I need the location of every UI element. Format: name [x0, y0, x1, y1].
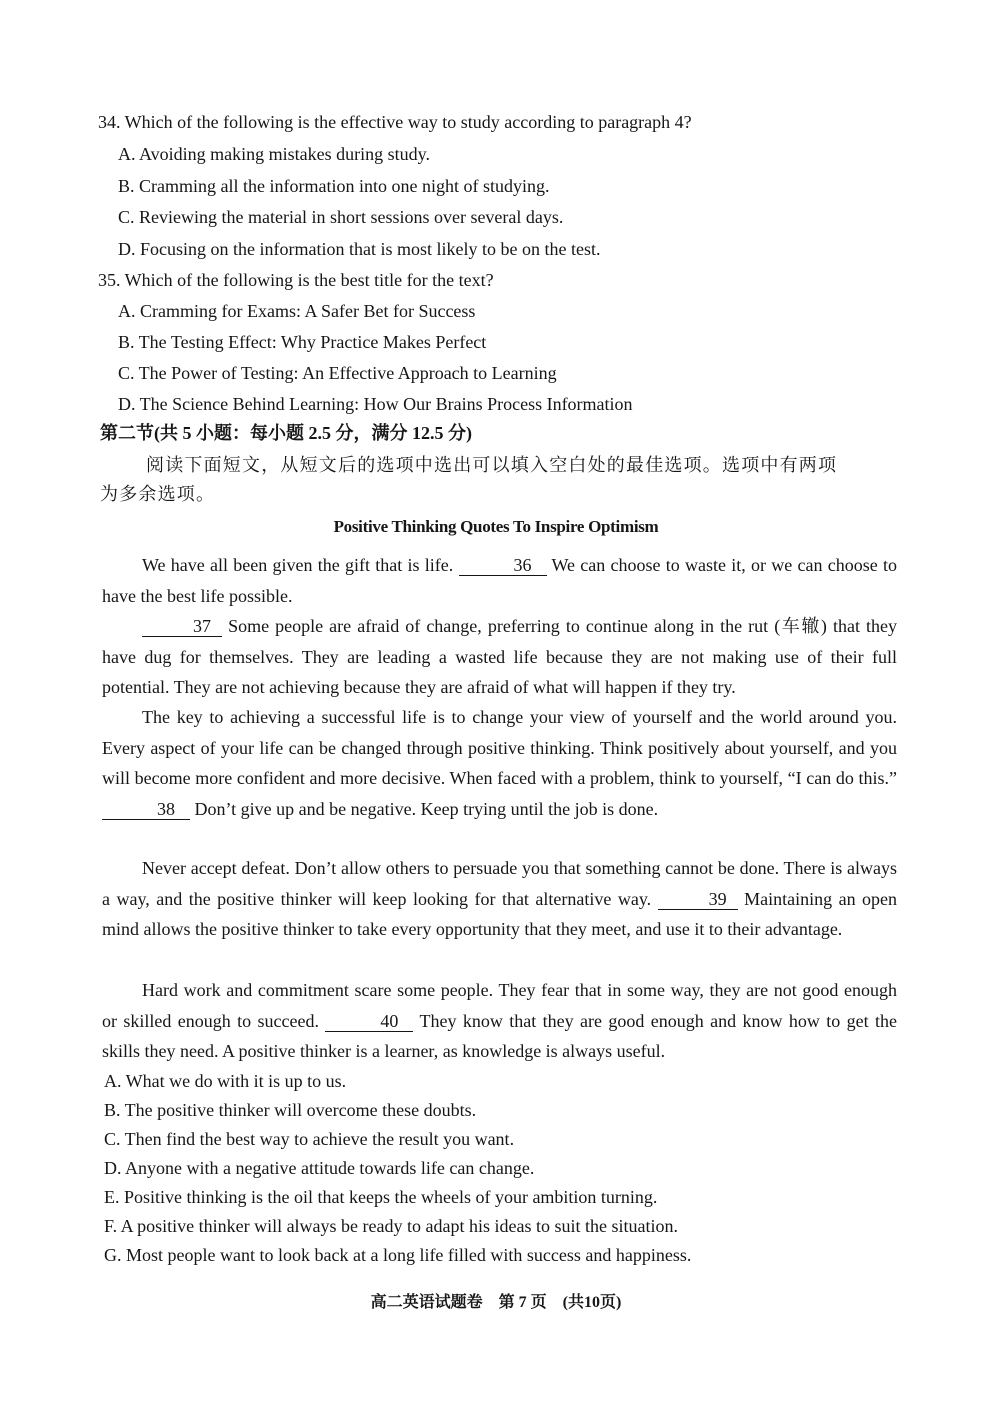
answer-option-e: E. Positive thinking is the oil that keeps the wheels of your ambition turning. [104, 1187, 658, 1207]
passage-paragraph-3: The key to achieving a successful life is to change your view of yourself and the world around you. Every aspect of your life can be changed through positive thinking. Think positively about yourself, and you will become more confident and more decisive. When faced with a problem, think to yourself, “I can do this.” 38 Don’t give up and be negative. Keep trying until the job is done. [102, 707, 897, 819]
q35-option-b: B. The Testing Effect: Why Practice Makes Perfect [118, 332, 487, 352]
passage-paragraph-4: Never accept defeat. Don’t allow others to persuade you that something cannot be done. There is always a way, and the positive thinker will keep looking for that alternative way. 39 Maintaining an open mind allows the positive thinker to take every opportunity that they meet, and use it to their advantage. [102, 858, 898, 939]
q35-option-d: D. The Science Behind Learning: How Our Brains Process Information [118, 394, 633, 414]
passage-paragraph-1: We have all been given the gift that is life. 36 We can choose to waste it, or we can choose to have the best life possible. [102, 555, 897, 606]
q34-option-b: B. Cramming all the information into one night of studying. [118, 176, 550, 196]
answer-option-c: C. Then find the best way to achieve the result you want. [104, 1129, 515, 1149]
blank-39: 39 [658, 889, 738, 910]
passage-title: Positive Thinking Quotes To Inspire Optimism [333, 517, 659, 536]
page-footer [0, 1291, 992, 1315]
question-35-stem: 35. Which of the following is the best title for the text? [98, 270, 494, 290]
section-heading: 第二节(共 5 小题：每小题 2.5 分，满分 12.5 分) [100, 423, 472, 443]
footer-exam-name: 高二英语试题卷 [370, 1294, 483, 1311]
section-instruction-line2: 为多余选项。 [100, 484, 216, 504]
q34-option-a: A. Avoiding making mistakes during study. [118, 144, 430, 164]
answer-option-f: F. A positive thinker will always be ready to adapt his ideas to suit the situation. [104, 1216, 678, 1236]
answer-option-g: G. Most people want to look back at a long life filled with success and happiness. [104, 1245, 692, 1265]
answer-option-b: B. The positive thinker will overcome these doubts. [104, 1100, 477, 1120]
blank-38: 38 [102, 799, 190, 820]
footer-total-pages: (共10页) [562, 1294, 622, 1311]
blank-36: 36 [459, 555, 547, 576]
q34-option-d: D. Focusing on the information that is most likely to be on the test. [118, 239, 601, 259]
blank-40: 40 [325, 1011, 413, 1032]
blank-37: 37 [142, 616, 222, 637]
q35-option-a: A. Cramming for Exams: A Safer Bet for Success [118, 301, 476, 321]
section-instruction-line1: 阅读下面短文，从短文后的选项中选出可以填入空白处的最佳选项。选项中有两项 [146, 455, 838, 475]
q34-option-c: C. Reviewing the material in short sessions over several days. [118, 207, 564, 227]
q35-option-c: C. The Power of Testing: An Effective Approach to Learning [118, 363, 557, 383]
answer-option-a: A. What we do with it is up to us. [104, 1071, 347, 1091]
passage-paragraph-2: 37 Some people are afraid of change, preferring to continue along in the rut (车辙) that they have dug for themselves. They are leading a wasted life because they are not making use of their full potential. They are not achieving because they are afraid of what will happen if they try. [102, 616, 897, 697]
footer-page-number: 第 7 页 [498, 1294, 547, 1311]
answer-option-d: D. Anyone with a negative attitude towards life can change. [104, 1158, 535, 1178]
question-34-stem: 34. Which of the following is the effective way to study according to paragraph 4? [98, 112, 692, 132]
passage-paragraph-5: Hard work and commitment scare some people. They fear that in some way, they are not good enough or skilled enough to succeed. 40 They know that they are good enough and know how to get the skills they need. A positive thinker is a learner, as knowledge is always useful. [102, 980, 897, 1061]
